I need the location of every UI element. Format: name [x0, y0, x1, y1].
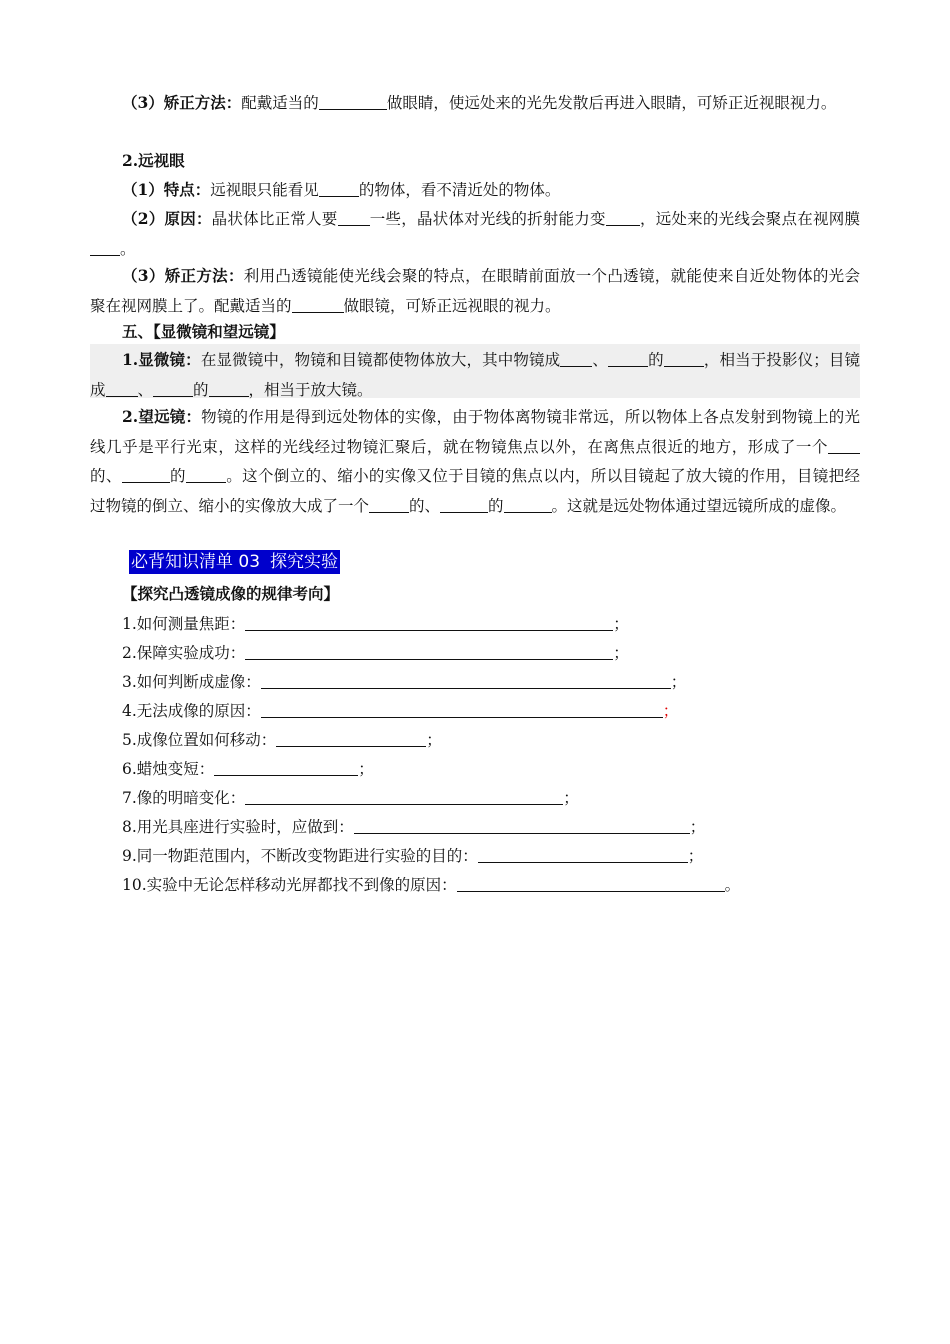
item-end: ； [613, 644, 629, 662]
answer-blank[interactable] [106, 380, 138, 397]
item-label: 7.像的明暗变化： [122, 789, 246, 807]
microscope-paragraph [90, 345, 860, 405]
answer-blank[interactable] [209, 380, 249, 397]
item-end: ； [613, 615, 629, 633]
section-banner [129, 550, 340, 574]
answer-blank[interactable] [560, 350, 592, 367]
far-feature-b: 的物体，看不清近处的物体。 [358, 181, 561, 199]
far-cause-a: 晶状体比正常人要 [211, 210, 338, 228]
answer-blank[interactable] [261, 674, 671, 689]
far-feature-label: （1）特点： [122, 180, 211, 199]
near-correction-text-a: 配戴适当的 [241, 94, 319, 112]
item-label: 3.如何判断成虚像： [122, 673, 261, 691]
item-label: 6.蜡烛变短： [122, 760, 215, 778]
answer-blank[interactable] [828, 437, 860, 454]
far-title: 2.远视眼 [122, 151, 185, 170]
banner-left: 必背知识清单 03 [131, 552, 261, 572]
item-label: 5.成像位置如何移动： [122, 731, 277, 749]
item-label: 9.同一物距范围内，不断改变物距进行实验的目的： [122, 847, 478, 865]
telescope-paragraph [90, 402, 860, 521]
answer-blank[interactable] [276, 732, 426, 747]
microscope-a: 在显微镜中，物镜和目镜都使物体放大，其中物镜成 [200, 351, 561, 369]
telescope-g: 。这就是远处物体通过望远镜所成的虚像。 [551, 496, 847, 515]
near-correction-label: （3）矫正方法： [122, 93, 242, 112]
answer-blank[interactable] [90, 239, 120, 256]
answer-blank[interactable] [608, 350, 648, 367]
list-item [122, 842, 703, 870]
answer-blank[interactable] [245, 790, 563, 805]
telescope-e: 的、 [409, 496, 441, 515]
answer-blank[interactable] [261, 703, 663, 718]
answer-blank[interactable] [245, 616, 613, 631]
answer-blank[interactable] [122, 466, 170, 483]
far-cause-paragraph [90, 204, 860, 264]
list-item [122, 871, 740, 899]
far-correction-label: （3）矫正方法： [122, 266, 244, 285]
telescope-f: 的 [488, 496, 504, 515]
answer-blank[interactable] [504, 496, 552, 513]
microscope-e: 、 [137, 380, 154, 399]
item-end: ； [662, 702, 679, 720]
list-item [122, 697, 678, 725]
far-feature-a: 远视眼只能看见 [210, 181, 319, 199]
answer-blank[interactable] [245, 645, 613, 660]
item-end: ； [358, 760, 374, 778]
item-end: ； [670, 673, 687, 691]
microscope-b: 、 [592, 351, 608, 369]
item-end: ； [426, 731, 442, 749]
answer-blank[interactable] [457, 877, 725, 892]
banner-right: 探究实验 [270, 552, 339, 572]
far-correction-a: 利用凸透镜能使光线会聚的特点，在眼睛前面放一个凸透镜，就能使来自近处物体的光会聚在视网膜上了。配戴适当的 [90, 267, 860, 315]
far-cause-b: 一些，晶状体对光线的折射能力变 [369, 210, 606, 228]
item-label: 8.用光具座进行实验时，应做到： [122, 818, 354, 836]
microscope-c: 的 [647, 351, 664, 369]
answer-blank[interactable] [478, 848, 688, 863]
microscope-label: 1.显微镜： [122, 350, 201, 369]
answer-blank[interactable] [153, 380, 193, 397]
item-label: 4.无法成像的原因： [122, 702, 261, 720]
far-cause-d: 。 [120, 239, 136, 258]
item-label: 2.保障实验成功： [122, 644, 246, 662]
near-correction-text-b: 做眼睛，使远处来的光先发散后再进入眼睛，可矫正近视眼视力。 [386, 94, 837, 112]
near-correction-paragraph [90, 88, 860, 119]
item-label: 1.如何测量焦距： [122, 615, 246, 633]
far-feature-paragraph [90, 175, 860, 206]
item-end: ； [563, 789, 579, 807]
list-item [122, 639, 629, 667]
experiment-title: 【探究凸透镜成像的规律考向】 [122, 584, 340, 603]
telescope-c: 的 [169, 467, 186, 485]
list-item [122, 726, 442, 754]
answer-blank[interactable] [606, 209, 640, 226]
list-item [122, 755, 374, 783]
answer-blank[interactable] [292, 296, 344, 313]
item-end: ； [687, 847, 704, 865]
answer-blank[interactable] [338, 209, 370, 226]
far-correction-b: 做眼镜，可矫正远视眼的视力。 [343, 296, 561, 315]
telescope-d: 。这个倒立的、缩小的实像又位于目镜的焦点以内，所以目镜起了放大镜的作用，目镜把经过物镜的倒立、缩小的实像放大成了一个 [90, 467, 860, 515]
answer-blank[interactable] [440, 496, 488, 513]
list-item [122, 610, 629, 638]
list-item [122, 668, 686, 696]
far-correction-paragraph [90, 261, 860, 321]
answer-blank[interactable] [319, 93, 387, 110]
item-end: 。 [724, 876, 741, 894]
answer-blank[interactable] [354, 819, 690, 834]
microscope-d: ，相当于投影仪；目镜成 [90, 351, 860, 399]
answer-blank[interactable] [214, 761, 358, 776]
far-cause-c: ，远处来的光线会聚点在视网膜 [639, 210, 860, 228]
telescope-label: 2.望远镜： [122, 407, 202, 426]
answer-blank[interactable] [369, 496, 409, 513]
item-end: ； [689, 818, 706, 836]
list-item [122, 784, 579, 812]
microscope-g: ，相当于放大镜。 [248, 380, 373, 399]
telescope-b: 的、 [90, 467, 122, 485]
section5-title: 五、【显微镜和望远镜】 [122, 322, 285, 341]
microscope-f: 的 [193, 380, 209, 399]
answer-blank[interactable] [664, 350, 704, 367]
answer-blank[interactable] [186, 466, 226, 483]
far-cause-label: （2）原因： [122, 209, 212, 228]
item-label: 10.实验中无论怎样移动光屏都找不到像的原因： [122, 876, 457, 894]
answer-blank[interactable] [319, 180, 359, 197]
list-item [122, 813, 705, 841]
telescope-a: 物镜的作用是得到远处物体的实像，由于物体离物镜非常远，所以物体上各点发射到物镜上的光线几乎是平行光束，这样的光线经过物镜汇聚后，就在物镜焦点以外，在离焦点很近的地方，形成了一个 [90, 408, 860, 456]
